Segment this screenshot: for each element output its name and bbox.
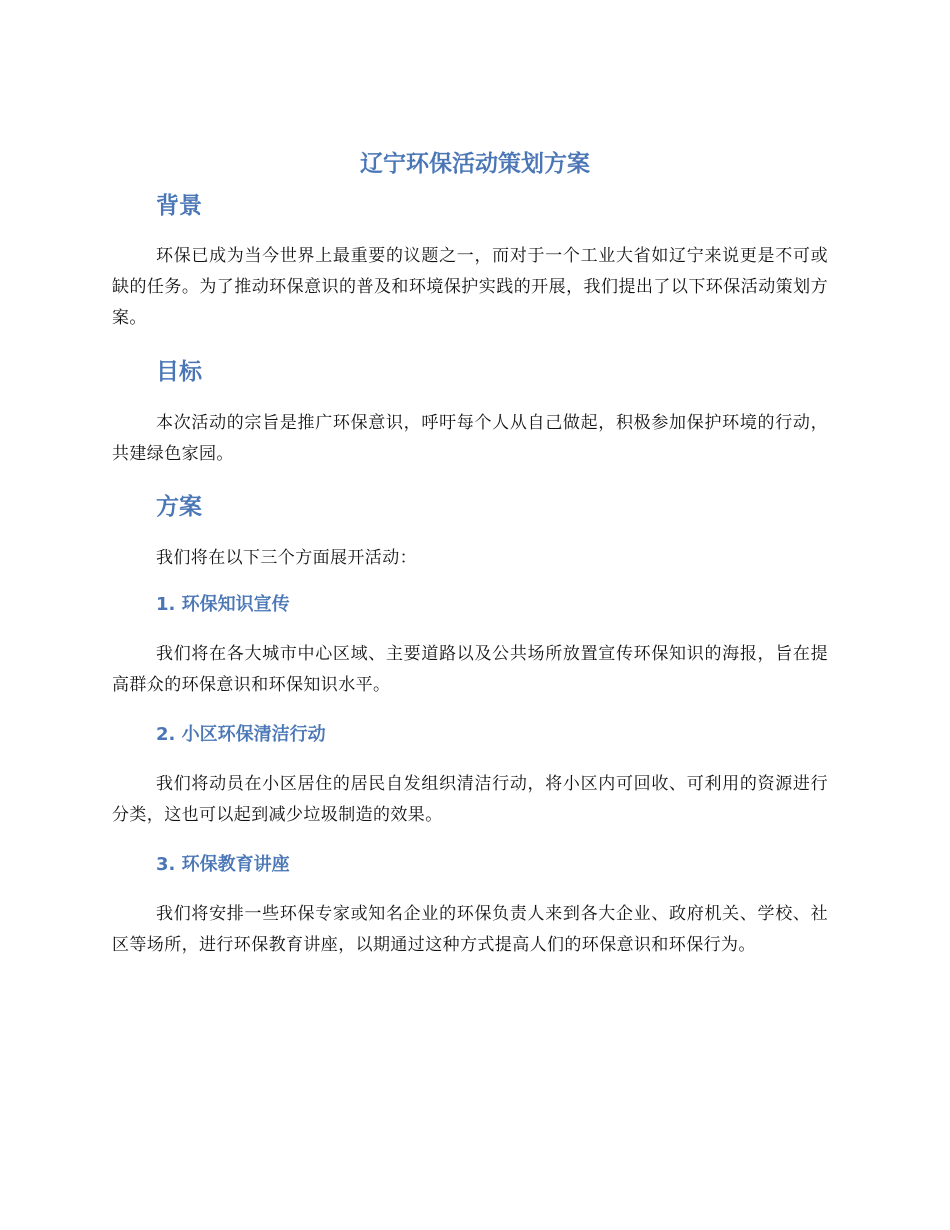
section-heading-plan: 方案 (156, 494, 202, 520)
section-heading-background: 背景 (156, 193, 202, 219)
section-paragraph-background: 环保已成为当今世界上最重要的议题之一，而对于一个工业大省如辽宁来说更是不可或缺的任务。为了推动环保意识的普及和环境保护实践的开展，我们提出了以下环保活动策划方案。 (112, 246, 828, 328)
subsection-paragraph-publicity: 我们将在各大城市中心区域、主要道路以及公共场所放置宣传环保知识的海报，旨在提高群众的环保意识和环保知识水平。 (112, 644, 828, 695)
subsection-heading-cleanup: 2. 小区环保清洁行动 (156, 724, 326, 745)
subsection-heading-publicity: 1. 环保知识宣传 (156, 594, 290, 615)
subsection-paragraph-cleanup: 我们将动员在小区居住的居民自发组织清洁行动，将小区内可回收、可利用的资源进行分类，这也可以起到减少垃圾制造的效果。 (112, 774, 828, 825)
section-heading-goal: 目标 (156, 359, 202, 385)
subsection-heading-lectures: 3. 环保教育讲座 (156, 854, 290, 875)
section-paragraph-goal: 本次活动的宗旨是推广环保意识，呼吁每个人从自己做起，积极参加保护环境的行动，共建绿色家园。 (112, 413, 828, 464)
section-paragraph-plan: 我们将在以下三个方面展开活动： (156, 548, 417, 568)
subsection-paragraph-lectures: 我们将安排一些环保专家或知名企业的环保负责人来到各大企业、政府机关、学校、社区等场所，进行环保教育讲座，以期通过这种方式提高人们的环保意识和环保行为。 (112, 904, 828, 955)
document-title: 辽宁环保活动策划方案 (360, 151, 590, 177)
